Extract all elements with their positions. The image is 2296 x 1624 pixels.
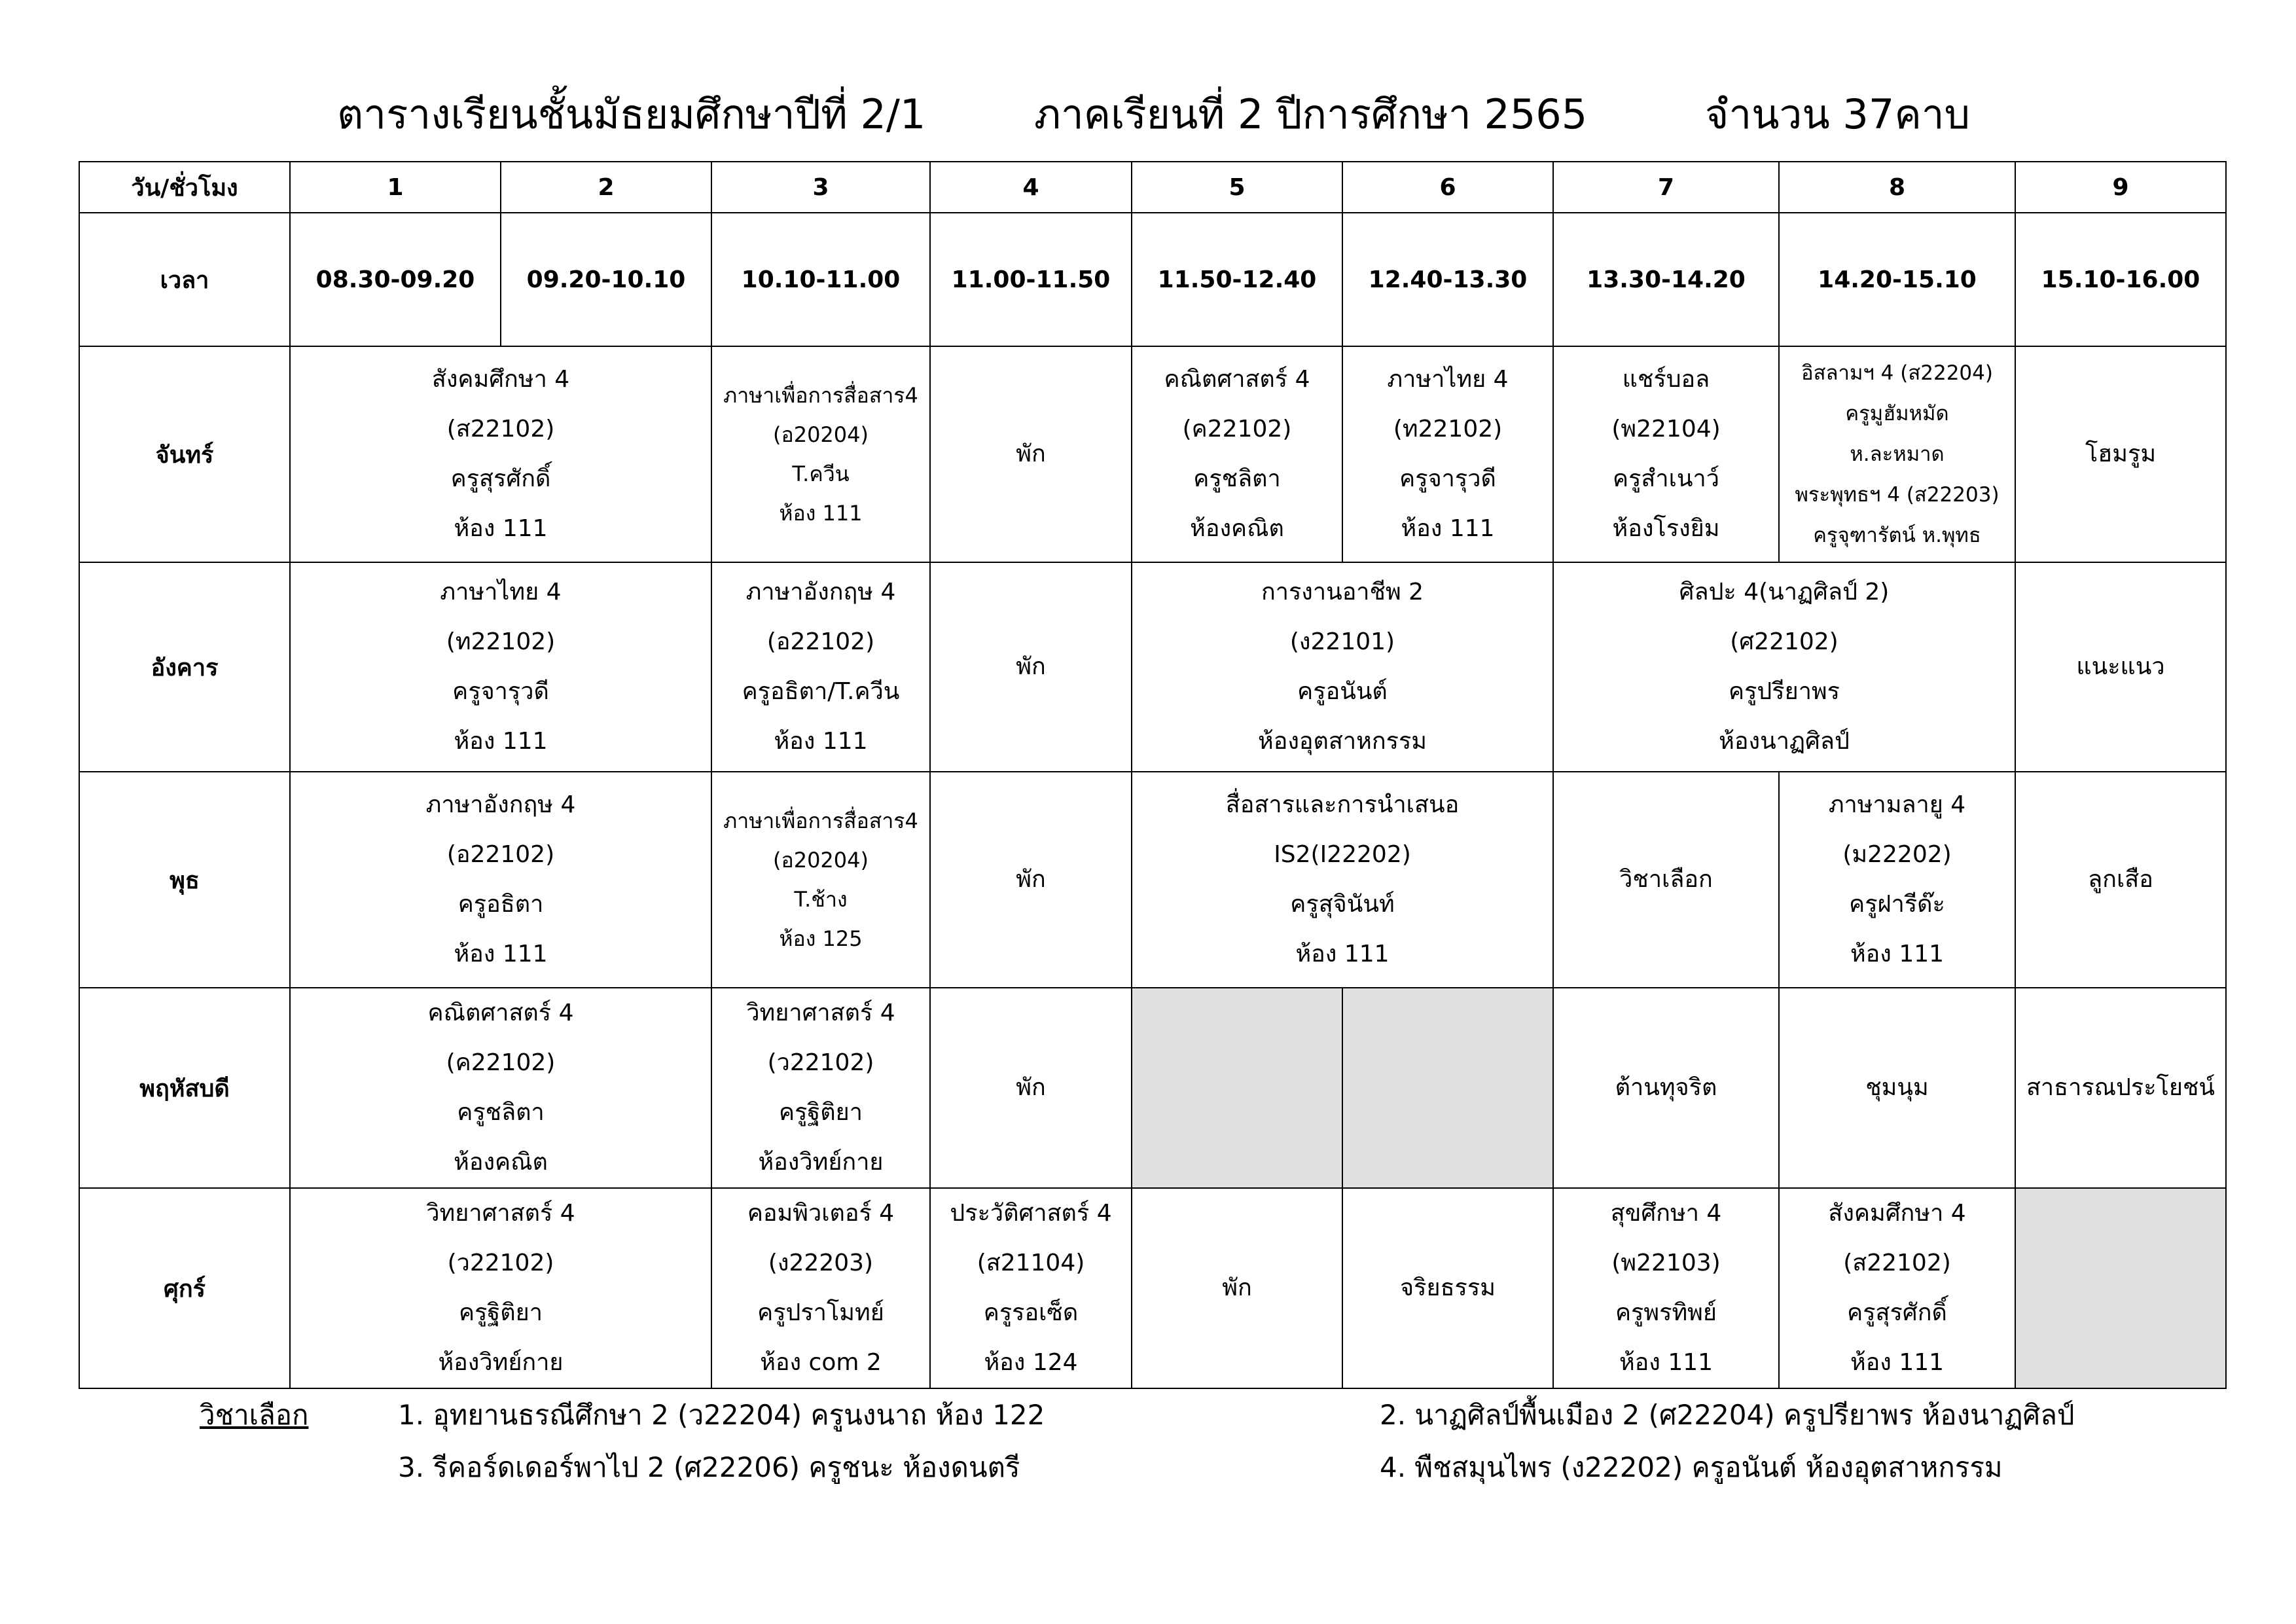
cell-lines xyxy=(712,568,929,767)
cell-line: ภาษาไทย 4 xyxy=(1387,366,1509,393)
time-slot: 09.20-10.10 xyxy=(501,213,711,346)
cell-line: พัก xyxy=(1016,441,1046,467)
cell-line: ครูอธิตา xyxy=(457,891,544,918)
cell-lines xyxy=(1132,1263,1342,1313)
empty-cell xyxy=(2015,1188,2226,1388)
cell-line: ห้องคณิต xyxy=(1190,515,1284,542)
cell-line: (ส21104) xyxy=(977,1250,1085,1276)
cell-line: ครูสำเนาว์ xyxy=(1613,465,1719,492)
cell-line: ครูรอเซ็ด xyxy=(983,1299,1079,1326)
cell-line: (ว22102) xyxy=(767,1049,874,1076)
cell-line: ห้อง 124 xyxy=(984,1349,1078,1376)
cell-lines xyxy=(2016,642,2225,692)
class-cell xyxy=(1553,1188,1779,1388)
cell-line: ห้อง 111 xyxy=(454,941,548,967)
cell-line: (ค22102) xyxy=(1182,416,1292,442)
cell-lines xyxy=(291,780,711,979)
cell-line: (พ22103) xyxy=(1611,1250,1721,1276)
cell-lines xyxy=(291,1189,711,1388)
class-cell xyxy=(1779,772,2015,988)
cell-line: ครูปราโมทย์ xyxy=(757,1299,884,1326)
cell-line: ชุมนุม xyxy=(1865,1074,1929,1101)
elective-item: 2. นาฏศิลป์พื้นเมือง 2 (ศ22204) ครูปรียาพร ห้องนาฏศิลป์ xyxy=(1380,1399,2075,1431)
cell-lines xyxy=(1554,1063,1778,1113)
day-label: จันทร์ xyxy=(79,346,290,562)
cell-line: วิชาเลือก xyxy=(1619,866,1713,893)
class-cell xyxy=(711,772,930,988)
cell-line: ครูพรทิพย์ xyxy=(1615,1299,1717,1326)
break-cell xyxy=(930,346,1132,562)
cell-line: ครูฐิติยา xyxy=(779,1099,863,1126)
cell-lines xyxy=(2016,1063,2225,1113)
cell-lines xyxy=(1780,353,2015,556)
cell-line: ภาษาอังกฤษ 4 xyxy=(425,791,576,818)
cell-line: ห้องอุตสาหกรรม xyxy=(1257,728,1427,755)
cell-line: ครูมูฮัมหมัด xyxy=(1845,402,1949,425)
cell-line: พระพุทธฯ 4 (ส22203) xyxy=(1795,483,2000,507)
cell-line: ห้องโรงยิม xyxy=(1612,515,1720,542)
cell-line: ครูสุรศักดิ์ xyxy=(450,465,551,492)
cell-lines xyxy=(1780,1063,2015,1113)
cell-line: ห้อง 111 xyxy=(1850,941,1945,967)
period-header: 2 xyxy=(501,162,711,213)
class-cell xyxy=(290,772,711,988)
class-cell xyxy=(290,1188,711,1388)
period-header: 6 xyxy=(1342,162,1553,213)
day-row-tuesday xyxy=(79,562,2226,772)
cell-line: พัก xyxy=(1016,653,1046,680)
day-label: อังคาร xyxy=(79,562,290,772)
class-cell xyxy=(290,346,711,562)
cell-lines xyxy=(931,1063,1131,1113)
cell-line: ห้อง 111 xyxy=(1295,941,1390,967)
activity-cell xyxy=(2015,346,2226,562)
time-slot: 14.20-15.10 xyxy=(1779,213,2015,346)
elective-item: 3. รีคอร์ดเดอร์พาไป 2 (ศ22206) ครูชนะ ห้องดนตรี xyxy=(398,1451,1020,1483)
cell-lines xyxy=(931,1189,1131,1388)
cell-line: ห้อง com 2 xyxy=(760,1349,882,1376)
cell-lines xyxy=(2016,429,2225,479)
cell-line: ห้อง 111 xyxy=(1401,515,1495,542)
time-slot: 10.10-11.00 xyxy=(711,213,930,346)
cell-line: ห้อง 111 xyxy=(454,728,548,755)
cell-line: (ง22203) xyxy=(768,1250,874,1276)
cell-line: ห้องวิทย์กาย xyxy=(758,1149,884,1176)
class-cell xyxy=(290,562,711,772)
class-cell xyxy=(1779,346,2015,562)
cell-lines xyxy=(2016,855,2225,905)
cell-line: ครูฐิติยา xyxy=(459,1299,543,1326)
activity-cell xyxy=(2015,562,2226,772)
cell-line: (ท22102) xyxy=(446,628,556,655)
empty-cell xyxy=(1132,988,1342,1188)
class-cell xyxy=(1553,346,1779,562)
cell-line: ภาษาเพื่อการสื่อสาร4 xyxy=(723,808,918,833)
break-cell xyxy=(930,772,1132,988)
day-row-monday xyxy=(79,346,2226,562)
class-cell xyxy=(1342,346,1553,562)
activity-cell xyxy=(1553,988,1779,1188)
cell-line: ครูปรียาพร xyxy=(1729,678,1840,705)
cell-lines xyxy=(1343,355,1552,554)
class-cell xyxy=(1132,346,1342,562)
day-row-friday xyxy=(79,1188,2226,1388)
cell-line: พัก xyxy=(1222,1274,1252,1301)
cell-line: วิทยาศาสตร์ 4 xyxy=(746,1000,895,1026)
activity-cell xyxy=(1779,988,2015,1188)
cell-line: จริยธรรม xyxy=(1400,1274,1496,1301)
time-slot: 15.10-16.00 xyxy=(2015,213,2226,346)
time-slot: 11.50-12.40 xyxy=(1132,213,1342,346)
cell-line: ศิลปะ 4(นาฏศิลป์ 2) xyxy=(1679,579,1890,605)
cell-line: (ง22101) xyxy=(1289,628,1395,655)
period-header: 8 xyxy=(1779,162,2015,213)
cell-line: ครูอธิตา/T.ควีน xyxy=(742,678,900,705)
elective-label: วิชาเลือก xyxy=(200,1399,309,1431)
cell-lines xyxy=(1554,855,1778,905)
title-period-count: จำนวน 37คาบ xyxy=(1705,90,1970,138)
cell-lines xyxy=(931,642,1131,692)
cell-line: สังคมศึกษา 4 xyxy=(1828,1200,1966,1227)
class-cell xyxy=(1779,1188,2015,1388)
class-cell xyxy=(1132,562,1553,772)
day-label: พุธ xyxy=(79,772,290,988)
cell-line: แนะแนว xyxy=(2076,653,2165,680)
cell-line: พัก xyxy=(1016,866,1046,893)
cell-line: ห้อง 111 xyxy=(454,515,548,542)
class-cell xyxy=(711,562,930,772)
elective-item: 1. อุทยานธรณีศึกษา 2 (ว22204) ครูนงนาถ ห้อง 122 xyxy=(398,1399,1045,1431)
period-header: 1 xyxy=(290,162,501,213)
cell-lines xyxy=(1132,780,1552,979)
cell-lines xyxy=(1554,355,1778,554)
cell-line: สุขศึกษา 4 xyxy=(1610,1200,1722,1227)
cell-line: (อ20204) xyxy=(773,848,869,873)
cell-line: ห้อง 125 xyxy=(779,926,863,951)
period-header: 3 xyxy=(711,162,930,213)
timetable xyxy=(79,161,2227,1389)
cell-line: ห้อง 111 xyxy=(1619,1349,1713,1376)
cell-line: IS2(I22202) xyxy=(1274,841,1411,868)
cell-line: โฮมรูม xyxy=(2085,441,2157,467)
cell-line: คณิตศาสตร์ 4 xyxy=(427,1000,574,1026)
cell-line: (พ22104) xyxy=(1611,416,1721,442)
cell-line: ครูอนันต์ xyxy=(1297,678,1388,705)
cell-lines xyxy=(1554,568,2015,767)
cell-line: สังคมศึกษา 4 xyxy=(431,366,570,393)
cell-line: (ส22102) xyxy=(1843,1250,1951,1276)
period-header: 4 xyxy=(930,162,1132,213)
header-row xyxy=(79,162,2226,213)
cell-lines xyxy=(712,1189,929,1388)
period-header: 5 xyxy=(1132,162,1342,213)
cell-line: ภาษาอังกฤษ 4 xyxy=(745,579,896,605)
cell-line: (ว22102) xyxy=(447,1250,554,1276)
cell-lines xyxy=(712,801,929,958)
cell-line: ครูสุจินันท์ xyxy=(1290,891,1395,918)
cell-line: ครูฝารีด๊ะ xyxy=(1849,891,1945,918)
cell-line: T.ควีน xyxy=(792,461,850,486)
time-label: เวลา xyxy=(79,213,290,346)
cell-lines xyxy=(1554,1189,1778,1388)
class-cell xyxy=(930,1188,1132,1388)
class-cell xyxy=(711,1188,930,1388)
cell-line: ครูจารุวดี xyxy=(452,678,549,705)
cell-line: (อ22102) xyxy=(766,628,875,655)
activity-cell xyxy=(1342,1188,1553,1388)
elective-item: 4. พืชสมุนไพร (ง22202) ครูอนันต์ ห้องอุตสาหกรรม xyxy=(1380,1451,2003,1483)
cell-lines xyxy=(291,988,711,1187)
break-cell xyxy=(930,988,1132,1188)
cell-line: คณิตศาสตร์ 4 xyxy=(1164,366,1310,393)
day-row-thursday xyxy=(79,988,2226,1188)
title-class: ตารางเรียนชั้นมัธยมศึกษาปีที่ 2/1 xyxy=(337,90,926,138)
class-cell xyxy=(1132,772,1553,988)
cell-lines xyxy=(1343,1263,1552,1313)
cell-lines xyxy=(931,855,1131,905)
activity-cell xyxy=(2015,772,2226,988)
time-slot: 13.30-14.20 xyxy=(1553,213,1779,346)
cell-lines xyxy=(712,988,929,1187)
cell-line: ห.ละหมาด xyxy=(1850,442,1945,466)
cell-line: สื่อสารและการนำเสนอ xyxy=(1225,791,1460,818)
time-row xyxy=(79,213,2226,346)
time-slot: 08.30-09.20 xyxy=(290,213,501,346)
time-slot: 11.00-11.50 xyxy=(930,213,1132,346)
cell-line: แชร์บอล xyxy=(1622,366,1710,393)
cell-line: ห้อง 111 xyxy=(774,728,868,755)
cell-lines xyxy=(1132,568,1552,767)
title-semester: ภาคเรียนที่ 2 ปีการศึกษา 2565 xyxy=(1034,90,1588,138)
cell-line: ครูสุรศักดิ์ xyxy=(1847,1299,1947,1326)
cell-line: (ม22202) xyxy=(1842,841,1952,868)
cell-line: คอมพิวเตอร์ 4 xyxy=(747,1200,895,1227)
day-row-wednesday xyxy=(79,772,2226,988)
cell-line: ภาษามลายู 4 xyxy=(1828,791,1966,818)
cell-line: ห้อง 111 xyxy=(779,501,863,526)
cell-lines xyxy=(931,429,1131,479)
cell-line: (ส22102) xyxy=(446,416,555,442)
cell-line: อิสลามฯ 4 (ส22204) xyxy=(1801,361,1993,385)
cell-line: พัก xyxy=(1016,1074,1046,1101)
cell-line: ห้องคณิต xyxy=(454,1149,548,1176)
class-cell xyxy=(711,988,930,1188)
cell-line: ครูจารุวดี xyxy=(1399,465,1496,492)
class-cell xyxy=(290,988,711,1188)
cell-line: การงานอาชีพ 2 xyxy=(1261,579,1424,605)
corner-header: วัน/ชั่วโมง xyxy=(79,162,290,213)
cell-line: ห้อง 111 xyxy=(1850,1349,1945,1376)
cell-lines xyxy=(291,568,711,767)
cell-lines xyxy=(712,376,929,533)
cell-line: (อ20204) xyxy=(773,422,869,447)
period-header: 7 xyxy=(1553,162,1779,213)
cell-line: (ท22102) xyxy=(1393,416,1503,442)
cell-lines xyxy=(1132,355,1342,554)
empty-cell xyxy=(1342,988,1553,1188)
cell-line: ภาษาเพื่อการสื่อสาร4 xyxy=(723,383,918,408)
cell-line: ลูกเสือ xyxy=(2088,866,2153,893)
activity-cell xyxy=(2015,988,2226,1188)
period-header: 9 xyxy=(2015,162,2226,213)
cell-line: ต้านทุจริต xyxy=(1615,1074,1717,1101)
day-label: พฤหัสบดี xyxy=(79,988,290,1188)
elective-notes xyxy=(0,1388,2296,1492)
cell-line: วิทยาศาสตร์ 4 xyxy=(426,1200,575,1227)
cell-line: ครูจุฑารัตน์ ห.พุทธ xyxy=(1813,524,1981,547)
cell-lines xyxy=(291,355,711,554)
cell-line: ประวัติศาสตร์ 4 xyxy=(950,1200,1112,1227)
break-cell xyxy=(1132,1188,1342,1388)
page-title xyxy=(0,82,2296,154)
cell-line: ห้องวิทย์กาย xyxy=(438,1349,564,1376)
day-label: ศุกร์ xyxy=(79,1188,290,1388)
elective-cell xyxy=(1553,772,1779,988)
cell-line: (ค22102) xyxy=(446,1049,556,1076)
class-cell xyxy=(1553,562,2015,772)
break-cell xyxy=(930,562,1132,772)
time-slot: 12.40-13.30 xyxy=(1342,213,1553,346)
cell-line: (ศ22102) xyxy=(1730,628,1839,655)
cell-line: ครูชลิตา xyxy=(1193,465,1281,492)
cell-line: (อ22102) xyxy=(446,841,555,868)
cell-line: สาธารณประโยชน์ xyxy=(2026,1074,2215,1101)
cell-line: ห้องนาฏศิลป์ xyxy=(1719,728,1850,755)
cell-line: T.ช้าง xyxy=(794,887,848,912)
class-cell xyxy=(711,346,930,562)
cell-line: ภาษาไทย 4 xyxy=(440,579,562,605)
cell-lines xyxy=(1780,780,2015,979)
cell-line: ครูชลิตา xyxy=(457,1099,545,1126)
cell-lines xyxy=(1780,1189,2015,1388)
